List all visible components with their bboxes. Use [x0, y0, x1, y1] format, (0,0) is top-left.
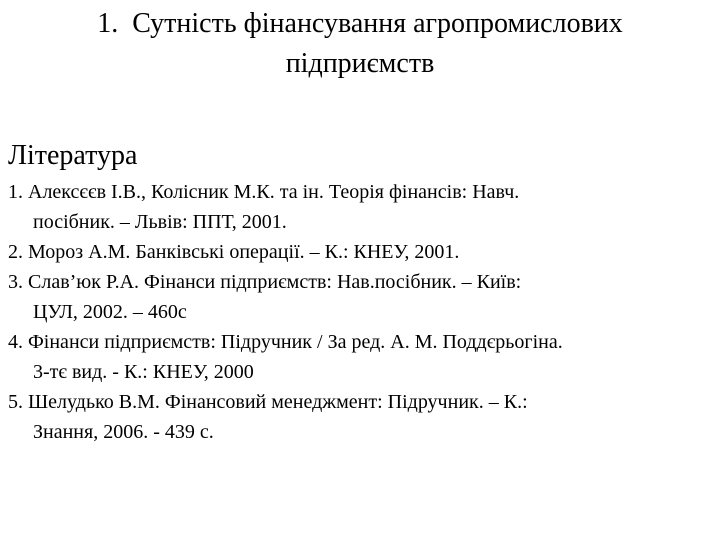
reference-2-line-1: 2. Мороз А.М. Банківські операції. – К.: КНЕУ, 2001.	[8, 241, 460, 263]
reference-5-line-2: Знання, 2006. - 439 с.	[33, 421, 214, 443]
title-number: 1.	[97, 8, 119, 39]
reference-1-line-1: 1. Алексєєв І.В., Колісник М.К. та ін. Теорія фінансів: Навч.	[8, 181, 520, 203]
literature-heading: Література	[8, 140, 138, 171]
reference-item-5	[8, 387, 714, 447]
reference-5-line-1: 5. Шелудько В.М. Фінансовий менеджмент: Підручник. – К.:	[8, 391, 528, 413]
reference-item-3	[8, 267, 714, 327]
title-text-line-2: підприємств	[285, 48, 435, 79]
reference-4-line-2: 3-тє вид. - К.: КНЕУ, 2000	[33, 361, 254, 383]
reference-item-2	[8, 237, 714, 267]
title-text-line-1: Сутність фінансування агропромислових	[132, 8, 623, 39]
reference-4-line-1: 4. Фінанси підприємств: Підручник / За ред. А. М. Поддєрьогіна.	[8, 331, 563, 353]
title-line-1	[40, 4, 680, 44]
reference-item-4	[8, 327, 714, 387]
reference-3-line-2: ЦУЛ, 2002. – 460с	[33, 301, 187, 323]
reference-list	[8, 177, 714, 447]
slide-title	[40, 4, 680, 84]
reference-item-1	[8, 177, 714, 237]
reference-1-line-2: посібник. – Львів: ППТ, 2001.	[33, 211, 287, 233]
reference-3-line-1: 3. Слав’юк Р.А. Фінанси підприємств: Нав.посібник. – Київ:	[8, 271, 522, 293]
